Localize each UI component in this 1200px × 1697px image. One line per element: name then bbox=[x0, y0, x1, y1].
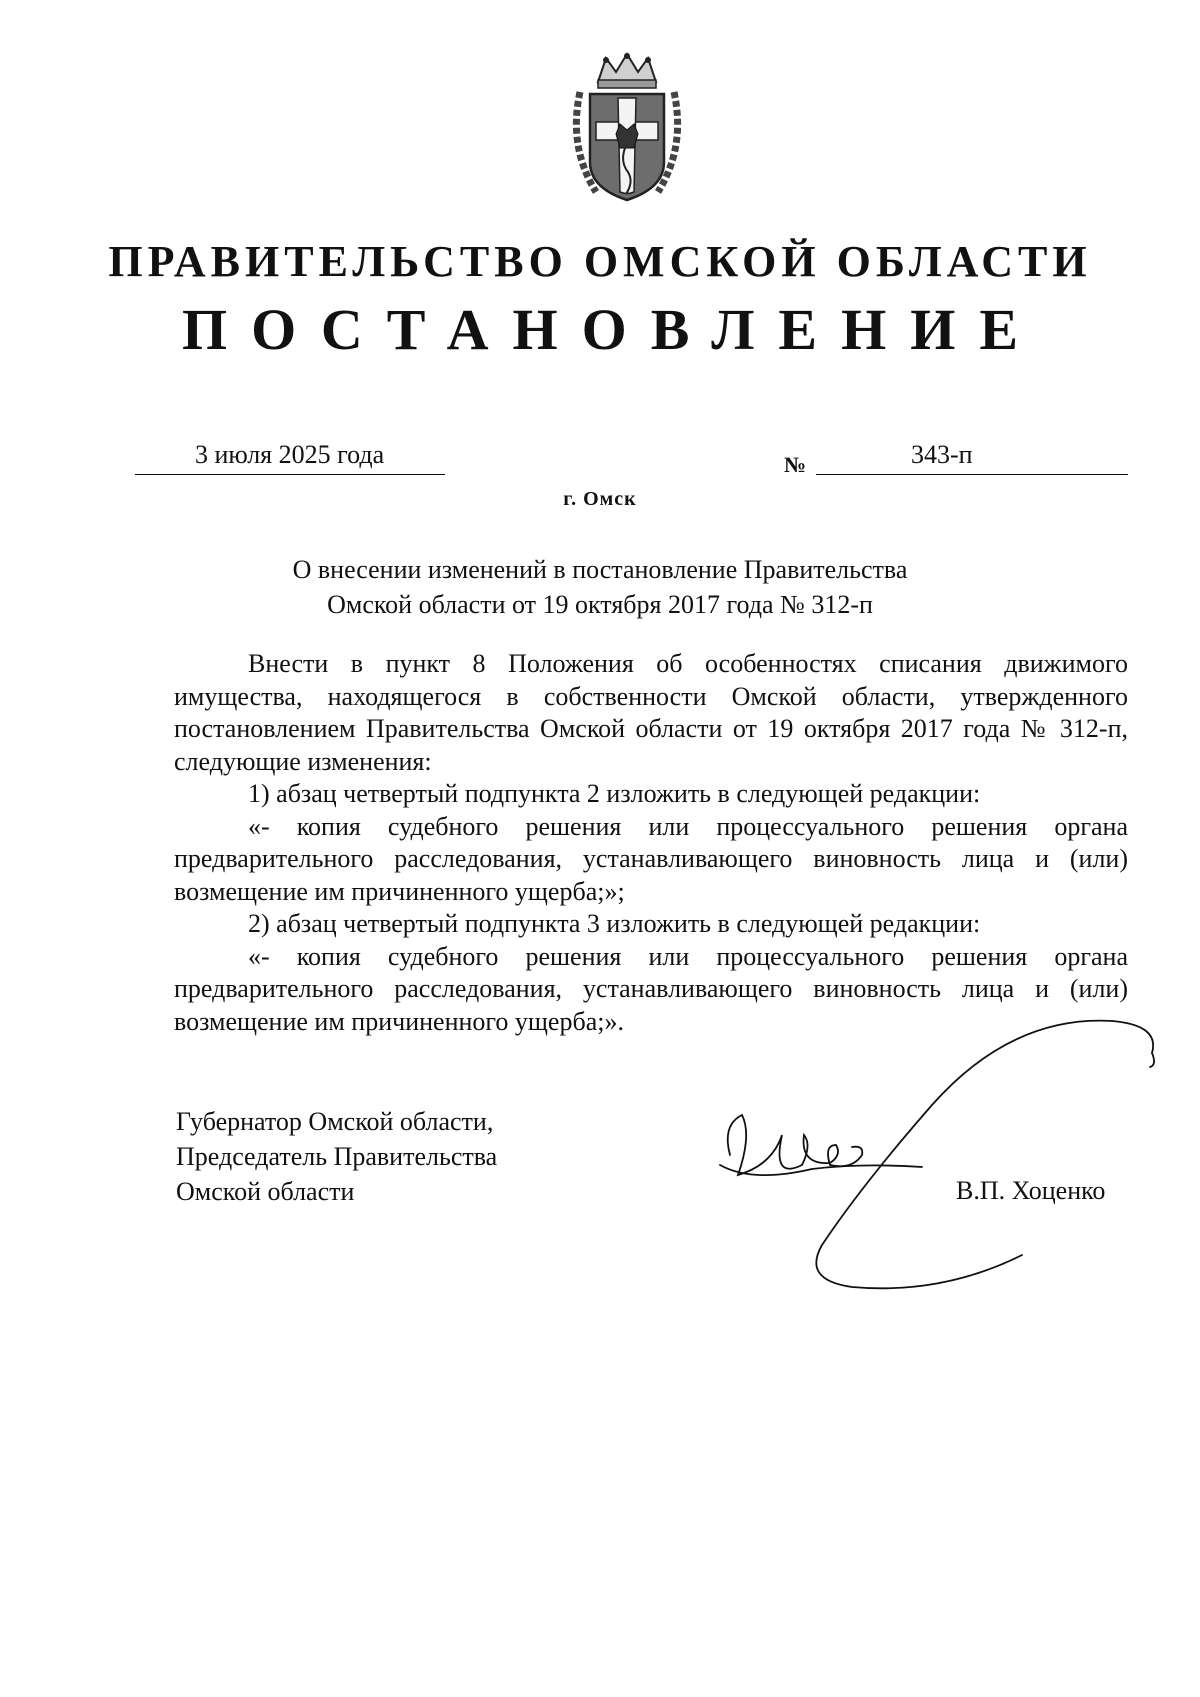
signatory-position bbox=[176, 1104, 497, 1209]
signatory-position-line-2: Председатель Правительства bbox=[176, 1142, 498, 1171]
coat-of-arms-icon bbox=[568, 52, 686, 204]
document-number: 343-п bbox=[911, 440, 973, 469]
signatory-position-line-1: Губернатор Омской области, bbox=[176, 1107, 494, 1136]
subject-line-2: Омской области от 19 октября 2017 года № 312-п bbox=[327, 590, 873, 619]
body-paragraph-5: «- копия судебного решения или процессуального решения органа предварительного расследования, устанавливающего виновность лица и (или) возмещение им причиненного ущерба;». bbox=[174, 941, 1128, 1036]
handwritten-signature bbox=[712, 1005, 1162, 1295]
signatory-position-line-3: Омской области bbox=[176, 1177, 355, 1206]
document-date: 3 июля 2025 года bbox=[195, 440, 385, 469]
date-field bbox=[135, 440, 445, 475]
number-field bbox=[816, 440, 1128, 475]
document-subject bbox=[0, 552, 1200, 622]
number-sign: № bbox=[784, 452, 807, 477]
government-title: ПРАВИТЕЛЬСТВО ОМСКОЙ ОБЛАСТИ bbox=[108, 237, 1092, 286]
document-kind-title: ПОСТАНОВЛЕНИЕ bbox=[181, 297, 1043, 362]
body-paragraph-3: «- копия судебного решения или процессуального решения органа предварительного расследования, устанавливающего виновность лица и (или) возмещение им причиненного ущерба;»; bbox=[174, 811, 1128, 906]
subject-line-1: О внесении изменений в постановление Правительства bbox=[292, 555, 908, 584]
body-paragraph-1: Внести в пункт 8 Положения об особенностях списания движимого имущества, находящегося в собственности Омской области, утвержденного постановлением Правительства Омской области от 19 октября 2017 года № 312-п, следующие изменения: bbox=[174, 649, 1128, 776]
document-city: г. Омск bbox=[563, 488, 637, 510]
signatory-name: В.П. Хоценко bbox=[956, 1176, 1106, 1205]
body-paragraph-2: 1) абзац четвертый подпункта 2 изложить в следующей редакции: bbox=[248, 779, 981, 808]
document-body bbox=[174, 648, 1128, 1038]
body-paragraph-4: 2) абзац четвертый подпункта 3 изложить в следующей редакции: bbox=[248, 909, 981, 938]
